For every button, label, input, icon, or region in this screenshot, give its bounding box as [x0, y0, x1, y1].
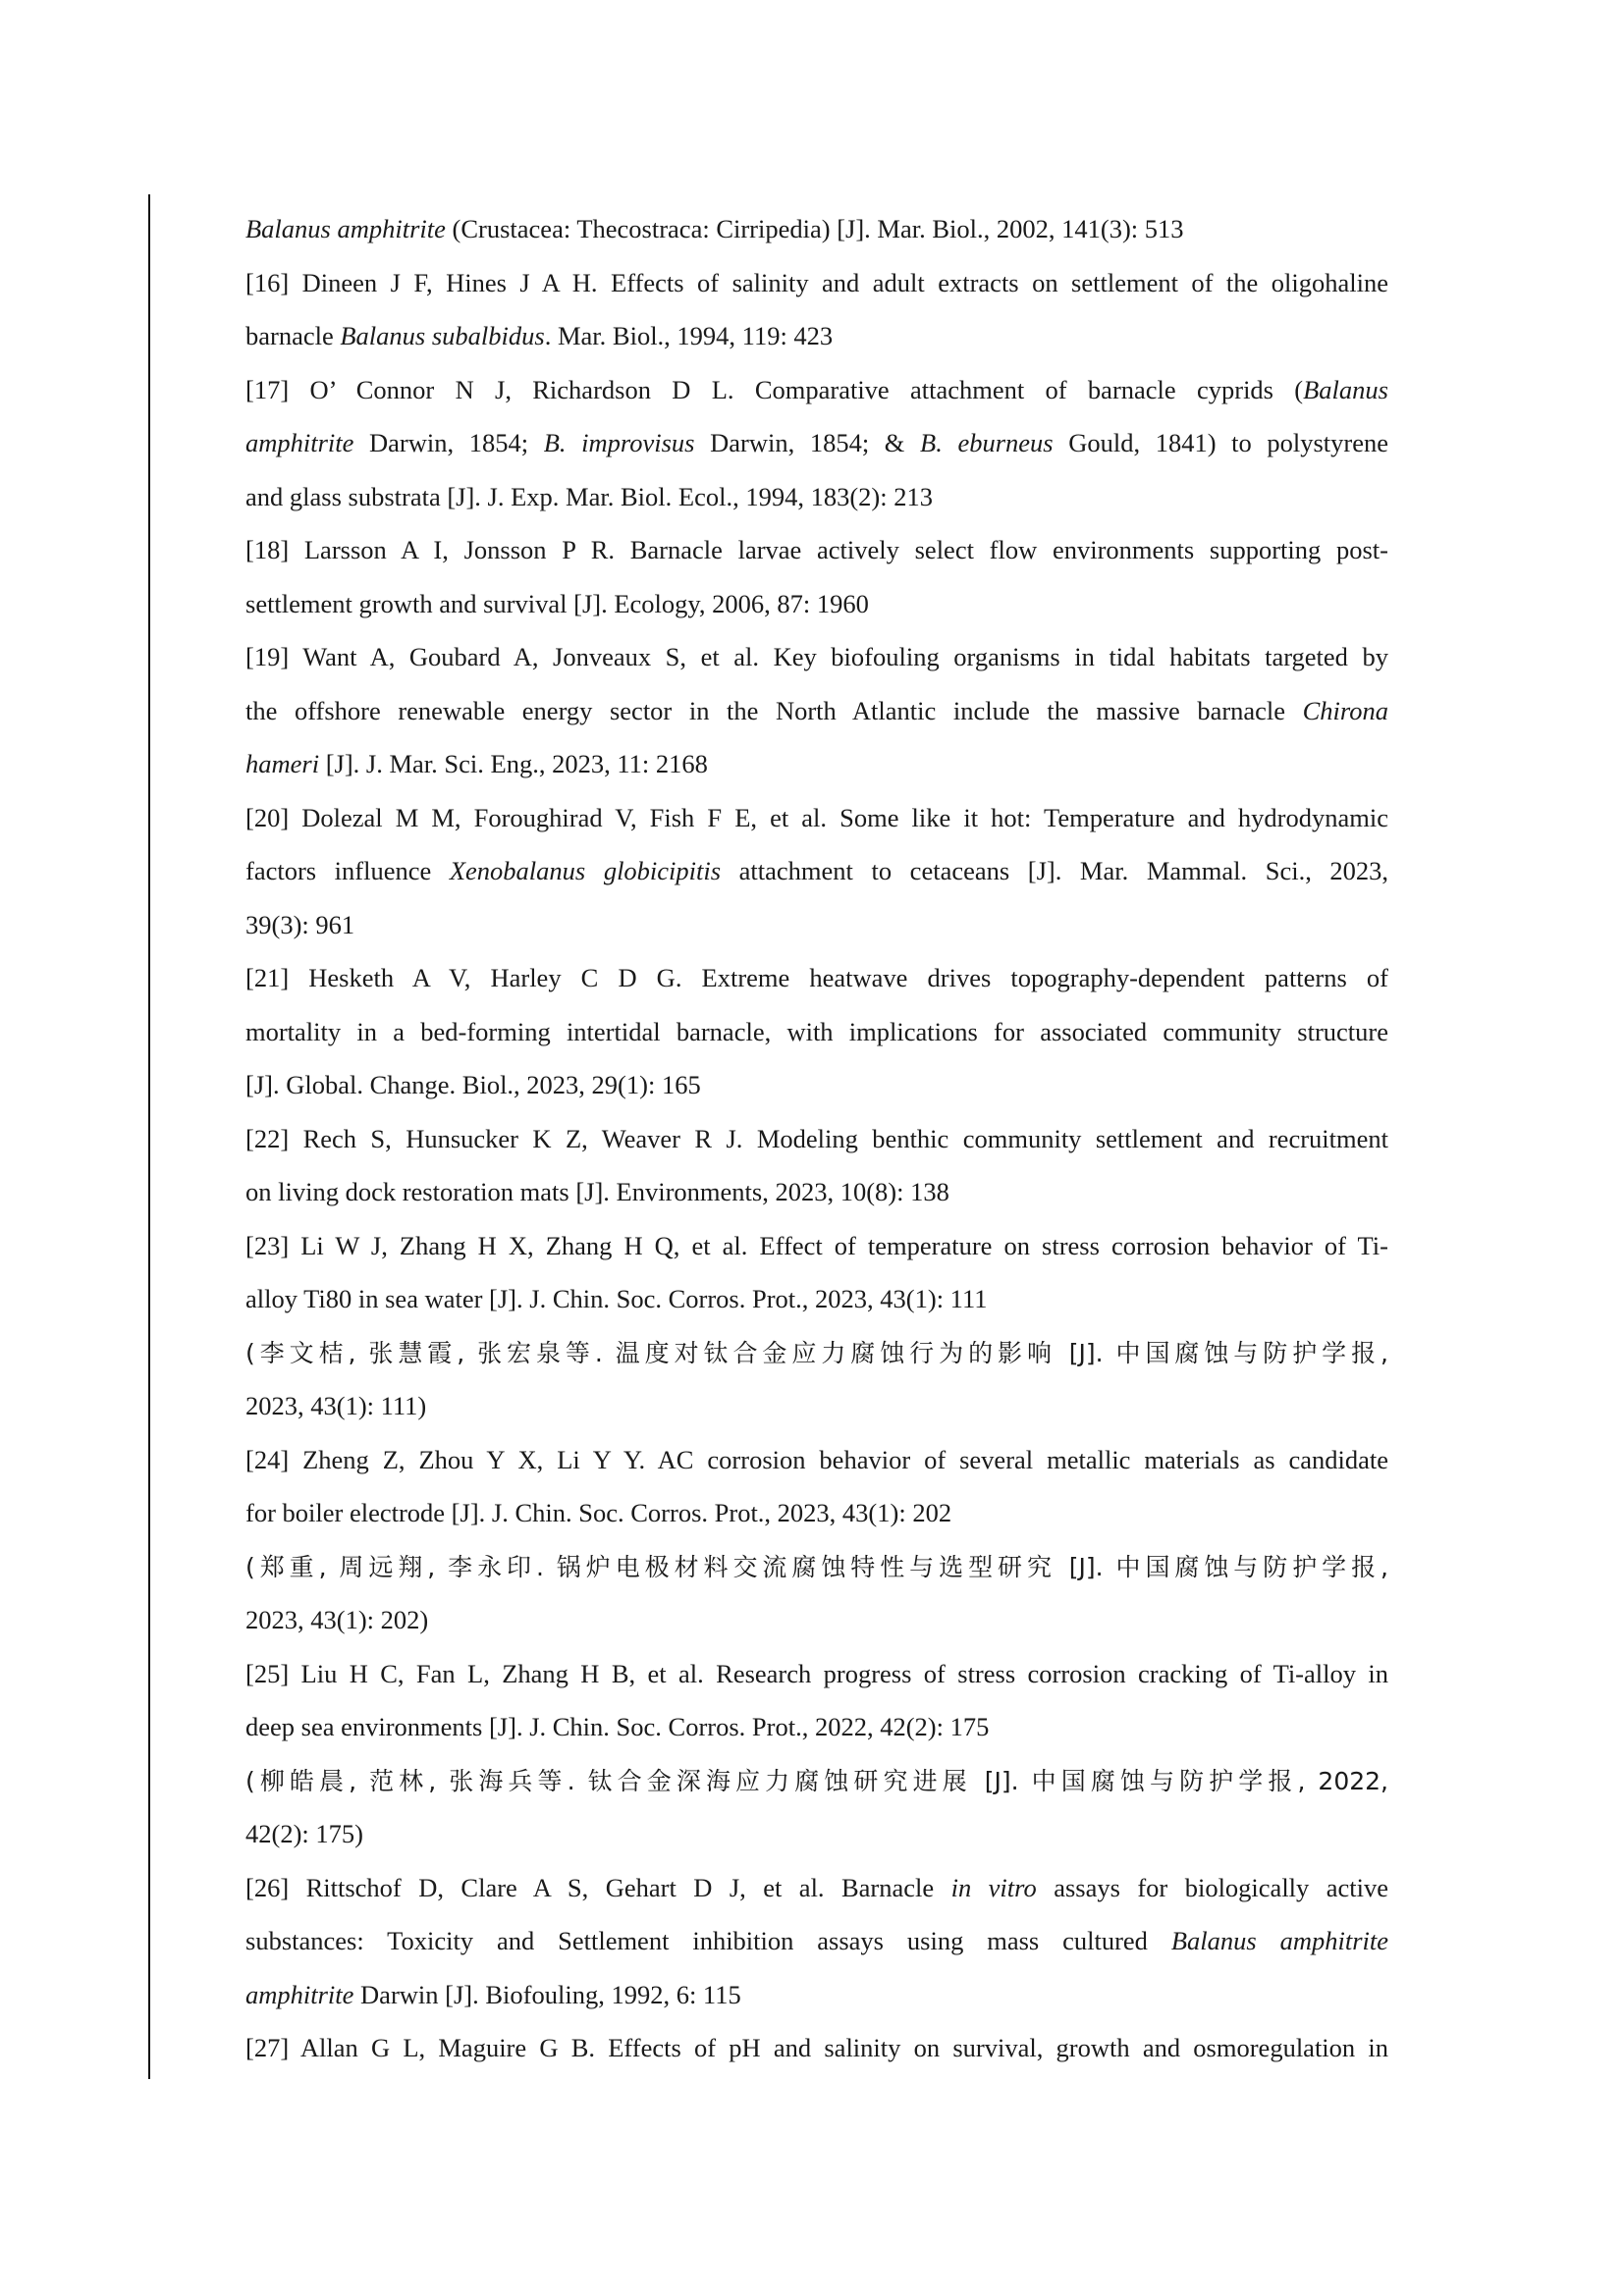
reference-line: [245, 1165, 1388, 1219]
reference-line: [245, 1754, 1388, 1808]
reference-text: [16] Dineen J F, Hines J A H. Effects of salinity and adult extracts on settlement of the oligohaline: [245, 267, 1388, 297]
reference-text: on living dock restoration mats [J]. Environments, 2023, 10(8): 138: [245, 1177, 949, 1206]
italic-text: in vitro: [950, 1872, 1037, 1902]
reference-text: 42(2): 175): [245, 1819, 363, 1848]
italic-text: Balanus amphitrite: [245, 214, 446, 243]
reference-line: [245, 1112, 1388, 1166]
reference-line: [245, 1914, 1388, 1968]
italic-text: amphitrite: [245, 428, 354, 457]
reference-text: substances: Toxicity and Settlement inhibition assays using mass cultured: [245, 1926, 1171, 1955]
reference-line: [245, 363, 1388, 417]
reference-line: [245, 951, 1388, 1005]
margin-change-bar: [148, 194, 150, 2079]
reference-line: [245, 1219, 1388, 1273]
reference-text: [24] Zheng Z, Zhou Y X, Li Y Y. AC corrosion behavior of several metallic materials as candidate: [245, 1444, 1388, 1474]
reference-line: [245, 791, 1388, 845]
reference-entry: [245, 1861, 1388, 2022]
reference-text: alloy Ti80 in sea water [J]. J. Chin. Soc. Corros. Prot., 2023, 43(1): 111: [245, 1284, 988, 1313]
reference-line: [245, 1700, 1388, 1754]
reference-line: [245, 523, 1388, 577]
reference-line: [245, 630, 1388, 684]
reference-text: Darwin, 1854; &: [694, 428, 921, 457]
reference-line: [245, 1861, 1388, 1915]
reference-line: [245, 1647, 1388, 1701]
reference-line: [245, 470, 1388, 524]
reference-text: [J]. J. Mar. Sci. Eng., 2023, 11: 2168: [319, 749, 708, 778]
reference-entry: [245, 1647, 1388, 1861]
reference-text: (郑重, 周远翔, 李永印. 锅炉电极材料交流腐蚀特性与选型研究 [J]. 中国腐蚀与防护学报,: [245, 1552, 1388, 1581]
reference-line: [245, 1807, 1388, 1861]
reference-text: 2023, 43(1): 111): [245, 1391, 427, 1420]
reference-entry: [245, 256, 1388, 363]
reference-line: [245, 577, 1388, 631]
reference-line: [245, 1968, 1388, 2022]
italic-text: Balanus subalbidus: [340, 321, 545, 350]
reference-text: (Crustacea: Thecostraca: Cirripedia) [J]. Mar. Biol., 2002, 141(3): 513: [445, 214, 1184, 243]
reference-text: [22] Rech S, Hunsucker K Z, Weaver R J. Modeling benthic community settlement and recruitment: [245, 1123, 1388, 1153]
reference-text: Darwin, 1854;: [353, 428, 544, 457]
reference-line: [245, 1005, 1388, 1059]
reference-line: [245, 898, 1388, 952]
italic-text: hameri: [245, 749, 320, 778]
reference-line: [245, 1379, 1388, 1433]
reference-text: [20] Dolezal M M, Foroughirad V, Fish F E, et al. Some like it hot: Temperature and hydrodynamic: [245, 802, 1388, 832]
reference-text: [21] Hesketh A V, Harley C D G. Extreme heatwave drives topography-dependent patterns of: [245, 963, 1388, 992]
reference-entry: [245, 2021, 1388, 2075]
italic-text: Balanus: [1303, 374, 1388, 404]
reference-text: and glass substrata [J]. J. Exp. Mar. Biol. Ecol., 1994, 183(2): 213: [245, 481, 933, 511]
reference-text: for boiler electrode [J]. J. Chin. Soc. Corros. Prot., 2023, 43(1): 202: [245, 1498, 952, 1527]
italic-text: amphitrite: [245, 1979, 354, 2009]
reference-text: settlement growth and survival [J]. Ecology, 2006, 87: 1960: [245, 588, 869, 618]
reference-entry: [245, 1219, 1388, 1433]
reference-text: Darwin [J]. Biofouling, 1992, 6: 115: [353, 1979, 741, 2009]
reference-entry: [245, 523, 1388, 630]
reference-text: [27] Allan G L, Maguire G B. Effects of pH and salinity on survival, growth and osmoregulation in: [245, 2033, 1388, 2062]
reference-entry: [245, 791, 1388, 952]
italic-text: B. eburneus: [920, 428, 1054, 457]
reference-line: [245, 1326, 1388, 1380]
reference-entry: [245, 363, 1388, 524]
reference-line: [245, 2021, 1388, 2075]
reference-text: deep sea environments [J]. J. Chin. Soc. Corros. Prot., 2022, 42(2): 175: [245, 1712, 990, 1741]
italic-text: Xenobalanus globicipitis: [449, 856, 722, 885]
reference-line: [245, 1433, 1388, 1487]
reference-list: [245, 202, 1388, 2075]
reference-text: attachment to cetaceans [J]. Mar. Mammal. Sci., 2023,: [721, 856, 1389, 885]
reference-text: mortality in a bed-forming intertidal barnacle, with implications for associated community structure: [245, 1016, 1388, 1046]
reference-entry: [245, 1433, 1388, 1647]
reference-line: [245, 1058, 1388, 1112]
reference-entry: [245, 951, 1388, 1112]
reference-text: [J]. Global. Change. Biol., 2023, 29(1): 165: [245, 1070, 701, 1099]
reference-text: [19] Want A, Goubard A, Jonveaux S, et al. Key biofouling organisms in tidal habitats targeted by: [245, 642, 1388, 671]
reference-line: [245, 309, 1388, 363]
reference-line: [245, 1540, 1388, 1594]
reference-text: 39(3): 961: [245, 909, 355, 939]
reference-line: [245, 844, 1388, 898]
reference-line: [245, 684, 1388, 738]
reference-entry: [245, 1112, 1388, 1219]
italic-text: Chirona: [1302, 695, 1388, 725]
reference-text: barnacle: [245, 321, 341, 350]
reference-line: [245, 737, 1388, 791]
reference-text: [25] Liu H C, Fan L, Zhang H B, et al. Research progress of stress corrosion cracking of Ti-alloy in: [245, 1658, 1388, 1688]
reference-text: Gould, 1841) to polystyrene: [1053, 428, 1389, 457]
reference-line: [245, 202, 1388, 256]
reference-text: [26] Rittschof D, Clare A S, Gehart D J, et al. Barnacle: [245, 1872, 951, 1902]
reference-text: (李文桔, 张慧霞, 张宏泉等. 温度对钛合金应力腐蚀行为的影响 [J]. 中国腐蚀与防护学报,: [245, 1338, 1388, 1367]
reference-entry: [245, 630, 1388, 791]
italic-text: Balanus amphitrite: [1170, 1926, 1388, 1955]
reference-text: [17] O’ Connor N J, Richardson D L. Comparative attachment of barnacle cyprids (: [245, 374, 1304, 404]
reference-line: [245, 256, 1388, 310]
reference-text: [23] Li W J, Zhang H X, Zhang H Q, et al. Effect of temperature on stress corrosion behavior of Ti-: [245, 1230, 1388, 1260]
reference-text: factors influence: [245, 856, 450, 885]
italic-text: B. improvisus: [543, 428, 695, 457]
reference-text: [18] Larsson A I, Jonsson P R. Barnacle larvae actively select flow environments supporting post-: [245, 535, 1388, 564]
reference-line: [245, 1593, 1388, 1647]
reference-line: [245, 1486, 1388, 1540]
reference-entry: [245, 202, 1388, 256]
reference-line: [245, 1272, 1388, 1326]
reference-text: . Mar. Biol., 1994, 119: 423: [544, 321, 834, 350]
reference-line: [245, 416, 1388, 470]
reference-text: assays for biologically active: [1036, 1872, 1388, 1902]
reference-text: 2023, 43(1): 202): [245, 1605, 429, 1634]
reference-text: the offshore renewable energy sector in the North Atlantic include the massive barnacle: [245, 695, 1303, 725]
reference-text: (柳皓晨, 范林, 张海兵等. 钛合金深海应力腐蚀研究进展 [J]. 中国腐蚀与防护学报, 2022,: [245, 1766, 1388, 1795]
